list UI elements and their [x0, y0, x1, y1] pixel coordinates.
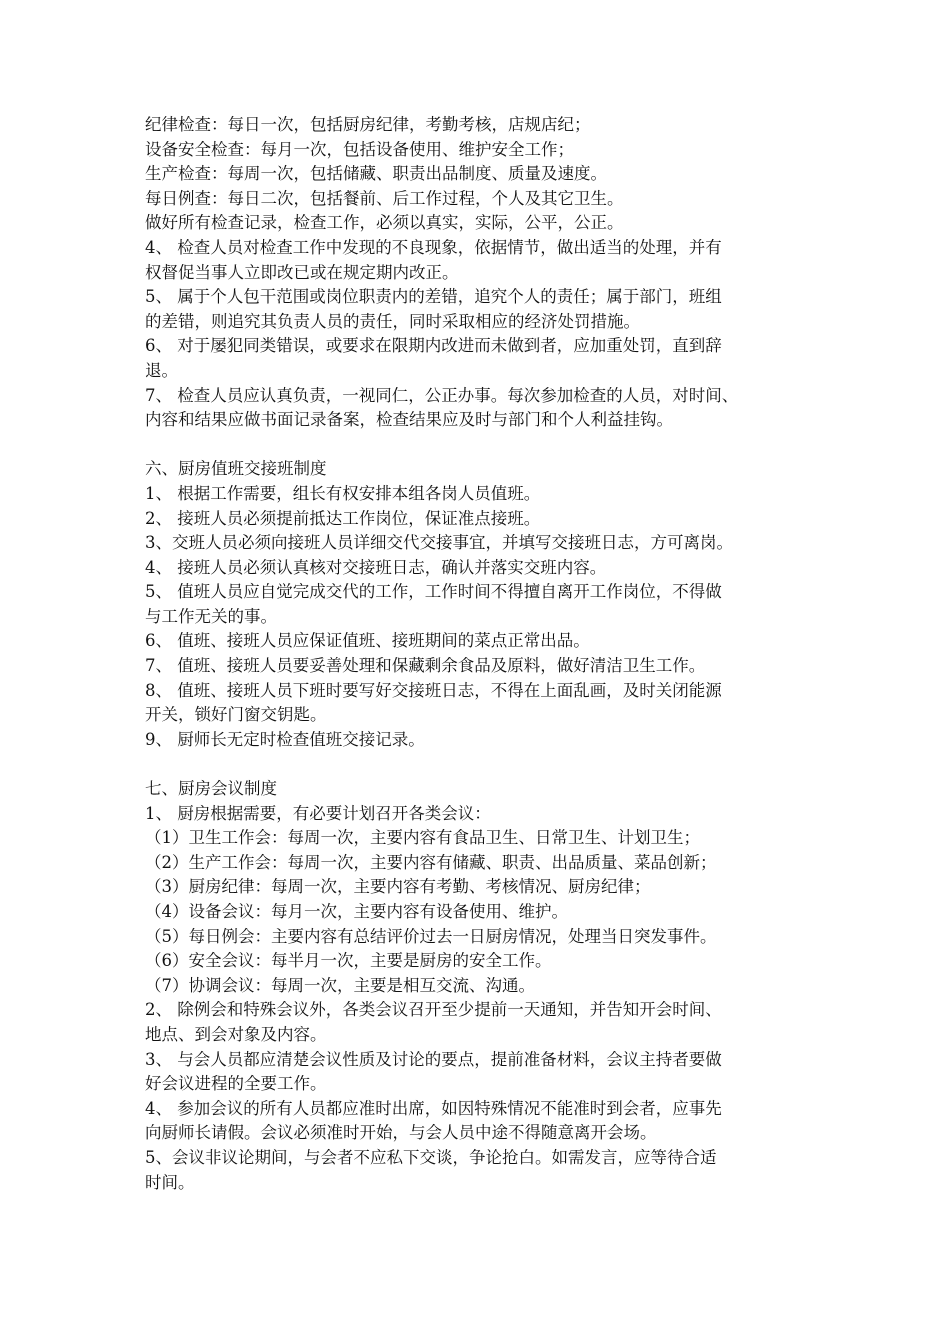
text-line: 的差错，则追究其负责人员的责任，同时采取相应的经济处罚措施。	[145, 311, 640, 331]
intro-block	[145, 113, 815, 433]
paragraph-gap	[145, 433, 815, 458]
text-line: 4、 参加会议的所有人员都应准时出席，如因特殊情况不能准时到会者，应事先	[145, 1098, 722, 1118]
text-line: 与工作无关的事。	[145, 606, 277, 626]
paragraph-gap	[145, 752, 815, 777]
text-line: 内容和结果应做书面记录备案，检查结果应及时与部门和个人利益挂钩。	[145, 410, 673, 430]
text-line: 生产检查：每周一次，包括储藏、职责出品制度、质量及速度。	[145, 164, 607, 184]
text-line: （3）厨房纪律：每周一次，主要内容有考勤、考核情况、厨房纪律；	[145, 877, 651, 897]
text-line: 5、 属于个人包干范围或岗位职责内的差错，追究个人的责任；属于部门，班组	[145, 287, 722, 307]
text-line: 5、会议非议论期间，与会者不应私下交谈，争论抢白。如需发言，应等待合适	[145, 1147, 717, 1167]
text-line: （1）卫生工作会：每周一次，主要内容有食品卫生、日常卫生、计划卫生；	[145, 828, 700, 848]
text-line: 4、 检查人员对检查工作中发现的不良现象，依据情节，做出适当的处理，并有	[145, 237, 722, 257]
text-line: 9、 厨师长无定时检查值班交接记录。	[145, 729, 425, 749]
text-line: 每日例查：每日二次，包括餐前、后工作过程，个人及其它卫生。	[145, 188, 624, 208]
text-line: 1、 厨房根据需要，有必要计划召开各类会议：	[145, 803, 491, 823]
text-line: 5、 值班人员应自觉完成交代的工作，工作时间不得擅自离开工作岗位，不得做	[145, 582, 722, 602]
text-line: 纪律检查：每日一次，包括厨房纪律，考勤考核，店规店纪；	[145, 115, 591, 134]
text-line: 退。	[145, 360, 178, 380]
text-line: （6）安全会议：每半月一次，主要是厨房的安全工作。	[145, 951, 552, 971]
text-line: 4、 接班人员必须认真核对交接班日志，确认并落实交班内容。	[145, 557, 607, 577]
text-line: 做好所有检查记录，检查工作，必须以真实，实际，公平，公正。	[145, 213, 624, 233]
section-title: 七、厨房会议制度	[145, 779, 277, 799]
text-line: 好会议进程的全要工作。	[145, 1074, 327, 1094]
text-line: 7、 值班、接班人员要妥善处理和保藏剩余食品及原料，做好清洁卫生工作。	[145, 656, 706, 676]
text-line: （4）设备会议：每月一次，主要内容有设备使用、维护。	[145, 902, 568, 921]
text-line: （2）生产工作会：每周一次，主要内容有储藏、职责、出品质量、菜品创新；	[145, 852, 717, 872]
text-line: 3、 与会人员都应清楚会议性质及讨论的要点，提前准备材料，会议主持者要做	[145, 1049, 722, 1069]
text-line: （7）协调会议：每周一次，主要是相互交流、沟通。	[145, 975, 535, 995]
text-line: 时间。	[145, 1172, 195, 1192]
text-line: 2、 接班人员必须提前抵达工作岗位，保证准点接班。	[145, 508, 541, 528]
document-page	[145, 113, 815, 1195]
text-line: 设备安全检查：每月一次，包括设备使用、维护安全工作；	[145, 139, 574, 159]
text-line: 向厨师长请假。会议必须准时开始，与会人员中途不得随意离开会场。	[145, 1123, 657, 1143]
text-line: 2、 除例会和特殊会议外，各类会议召开至少提前一天通知，并告知开会时间、	[145, 1000, 722, 1020]
text-line: 6、 对于屡犯同类错误，或要求在限期内改进而未做到者，应加重处罚，直到辞	[145, 336, 722, 356]
text-line: 8、 值班、接班人员下班时要写好交接班日志，不得在上面乱画，及时关闭能源	[145, 680, 722, 700]
section-kitchen-meetings	[145, 777, 815, 1195]
text-line: 开关，锁好门窗交钥匙。	[145, 705, 327, 725]
text-line: 6、 值班、接班人员应保证值班、接班期间的菜点正常出品。	[145, 631, 590, 651]
text-line: 7、 检查人员应认真负责，一视同仁，公正办事。每次参加检查的人员，对时间、	[145, 385, 739, 405]
section-duty-handover	[145, 457, 815, 752]
text-line: 权督促当事人立即改已或在规定期内改正。	[145, 262, 459, 282]
text-line: （5）每日例会：主要内容有总结评价过去一日厨房情况，处理当日突发事件。	[145, 926, 717, 946]
text-line: 地点、到会对象及内容。	[145, 1024, 327, 1044]
section-title: 六、厨房值班交接班制度	[145, 459, 327, 479]
text-line: 3、交班人员必须向接班人员详细交代交接事宜，并填写交接班日志，方可离岗。	[145, 533, 733, 553]
text-line: 1、 根据工作需要，组长有权安排本组各岗人员值班。	[145, 483, 541, 503]
